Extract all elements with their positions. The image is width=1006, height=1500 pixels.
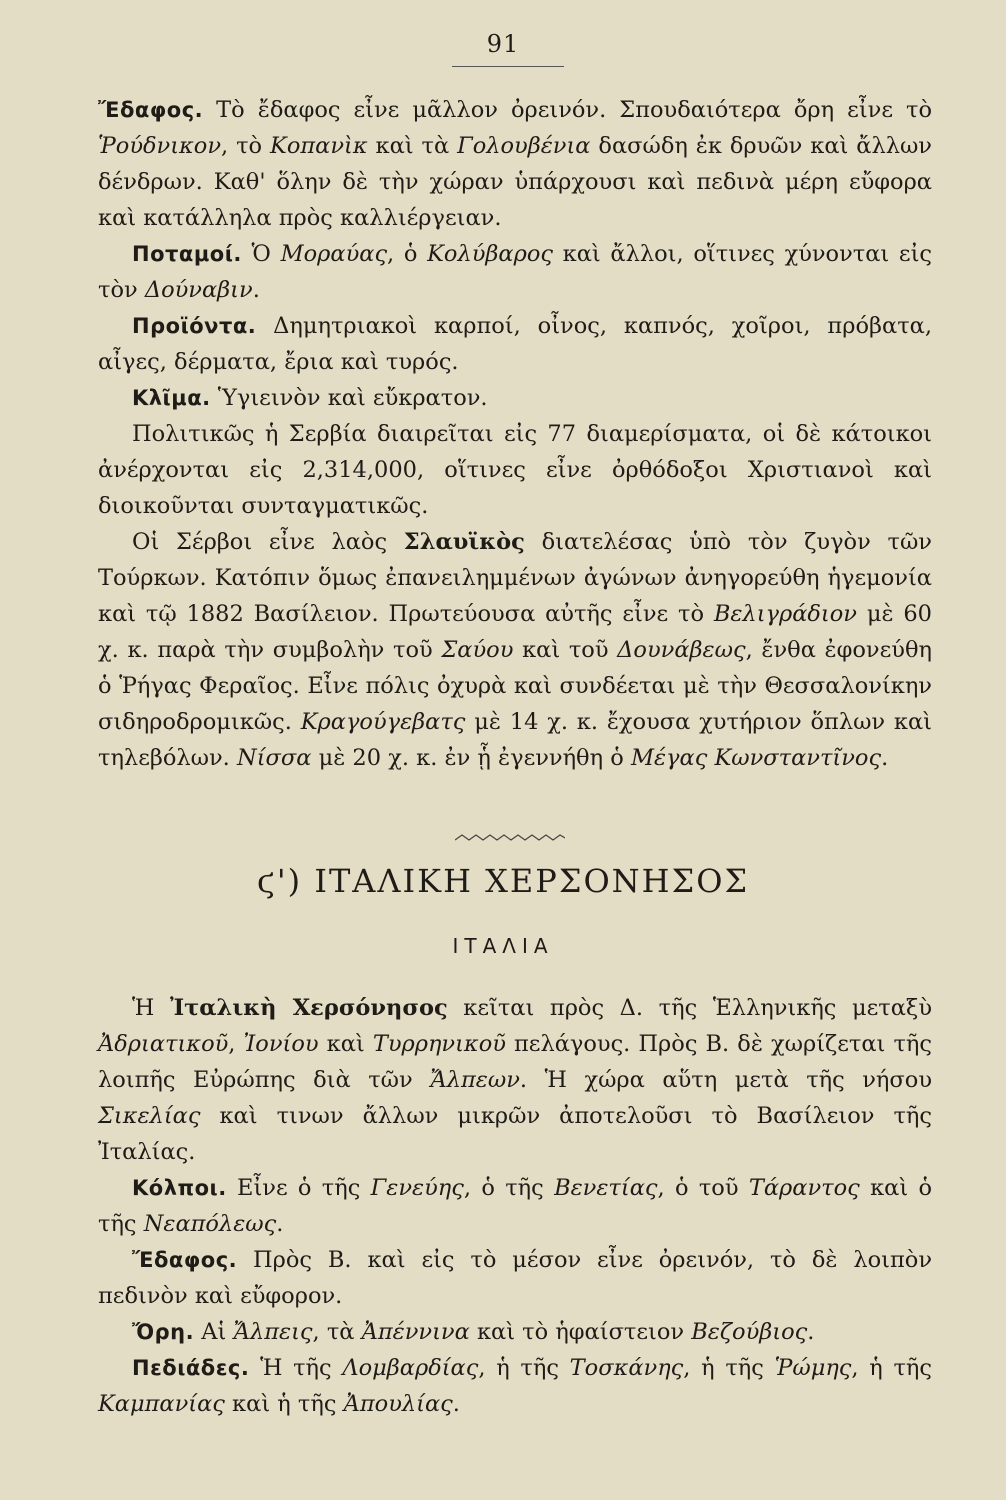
paragraph-italy-edafos: Ἔδαφος. Πρὸς Β. καὶ εἰς τὸ μέσον εἶνε ὀρεινόν, τὸ δὲ λοιπὸν πεδινὸν καὶ εὔφορον. — [98, 1247, 932, 1309]
paragraph-ori: Ὄρη. Αἱ Ἄλπεις, τὰ Ἀπέννινα καὶ τὸ ἡφαίστειον Βεζούβιος. — [132, 1319, 815, 1345]
section-subtitle: ΙΤΑΛΙΑ — [452, 934, 554, 958]
section-title: ϛ') ΙΤΑΛΙΚΗ ΧΕΡΣΟΝΗΣΟΣ — [256, 862, 750, 900]
page-number: 91 — [486, 30, 520, 58]
paragraph-proionta: Προϊόντα. Δημητριακοὶ καρποί, οἶνος, καπνός, χοῖροι, πρόβατα, αἶγες, δέρματα, ἔρια καὶ τυρός. — [98, 313, 932, 375]
paragraph-pediades: Πεδιάδες. Ἡ τῆς Λομβαρδίας, ἡ τῆς Τοσκάνης, ἡ τῆς Ῥώμης, ἡ τῆς Καμπανίας καὶ ἡ τῆς Ἀπουλίας. — [98, 1355, 932, 1417]
paragraph-history: Οἱ Σέρβοι εἶνε λαὸς Σλαυϊκὸς διατελέσας ὑπὸ τὸν ζυγὸν τῶν Τούρκων. Κατόπιν ὅμως ἐπανειλημμένων ἀγώνων ἀνηγορεύθη ἡγεμονία καὶ τῷ 1882 Βασίλειον. Πρωτεύουσα αὐτῆς εἶνε τὸ Βελιγράδιον μὲ 60 χ. κ. παρὰ τὴν συμβολὴν τοῦ Σαύου καὶ τοῦ Δουνάβεως, ἔνθα ἐφονεύθη ὁ Ῥήγας Φεραῖος. Εἶνε πόλις ὀχυρὰ καὶ συνδέεται μὲ τὴν Θεσσαλονίκην σιδηροδρομικῶς. Κραγούγεβατς μὲ 14 χ. κ. ἔχουσα χυτήριον ὅπλων καὶ τηλεβόλων. Νίσσα μὲ 20 χ. κ. ἐν ᾗ ἐγεννήθη ὁ Μέγας Κωνσταντῖνος. — [98, 529, 932, 771]
italy-section — [98, 990, 932, 1422]
paragraph-politika: Πολιτικῶς ἡ Σερβία διαιρεῖται εἰς 77 διαμερίσματα, οἱ δὲ κάτοικοι ἀνέρχονται εἰς 2,314,000, οἵτινες εἶνε ὀρθόδοξοι Χριστιανοὶ καὶ διοικοῦνται συνταγματικῶς. — [98, 421, 932, 519]
heading-klima: Κλῖμα. — [132, 386, 211, 410]
heading-ori: Ὄρη. — [132, 1320, 195, 1344]
ornament-divider — [455, 832, 565, 848]
heading-proionta: Προϊόντα. — [132, 314, 257, 338]
paragraph-potamoi: Ποταμοί. Ὁ Μοραύας, ὁ Κολύβαρος καὶ ἄλλοι, οἵτινες χύνονται εἰς τὸν Δούναβιν. — [98, 241, 933, 303]
paragraph-klima: Κλῖμα. Ὑγιεινὸν καὶ εὔκρατον. — [132, 385, 488, 411]
heading-pediades: Πεδιάδες. — [132, 1356, 250, 1380]
heading-potamoi: Ποταμοί. — [132, 242, 242, 266]
paragraph-italy-intro: Ἡ Ἰταλικὴ Χερσόνησος κεῖται πρὸς Δ. τῆς Ἑλληνικῆς μεταξὺ Ἀδριατικοῦ, Ἰονίου καὶ Τυρρηνικοῦ πελάγους. Πρὸς Β. δὲ χωρίζεται τῆς λοιπῆς Εὐρώπης διὰ τῶν Ἄλπεων. Ἡ χώρα αὕτη μετὰ τῆς νήσου Σικελίας καὶ τινων ἄλλων μικρῶν ἀποτελοῦσι τὸ Βασίλειον τῆς Ἰταλίας. — [98, 995, 932, 1165]
paragraph-edafos: Ἔδαφος. Τὸ ἔδαφος εἶνε μᾶλλον ὀρεινόν. Σπουδαιότερα ὄρη εἶνε τὸ Ῥούδνικον, τὸ Κοπανὶκ καὶ τὰ Γολουβένια δασώδη ἐκ δρυῶν καὶ ἄλλων δένδρων. Καθ' ὅλην δὲ τὴν χώραν ὑπάρχουσι καὶ πεδινὰ μέρη εὔφορα καὶ κατάλληλα πρὸς καλλιέργειαν. — [98, 97, 932, 231]
page-number-rule — [452, 66, 564, 67]
serbia-section — [98, 92, 932, 776]
heading-edafos: Ἔδαφος. — [98, 98, 204, 122]
heading-kolpoi: Κόλποι. — [132, 1176, 227, 1200]
heading-italy-edafos: Ἔδαφος. — [132, 1248, 238, 1272]
paragraph-kolpoi: Κόλποι. Εἶνε ὁ τῆς Γενεύης, ὁ τῆς Βενετίας, ὁ τοῦ Τάραντος καὶ ὁ τῆς Νεαπόλεως. — [98, 1175, 933, 1237]
